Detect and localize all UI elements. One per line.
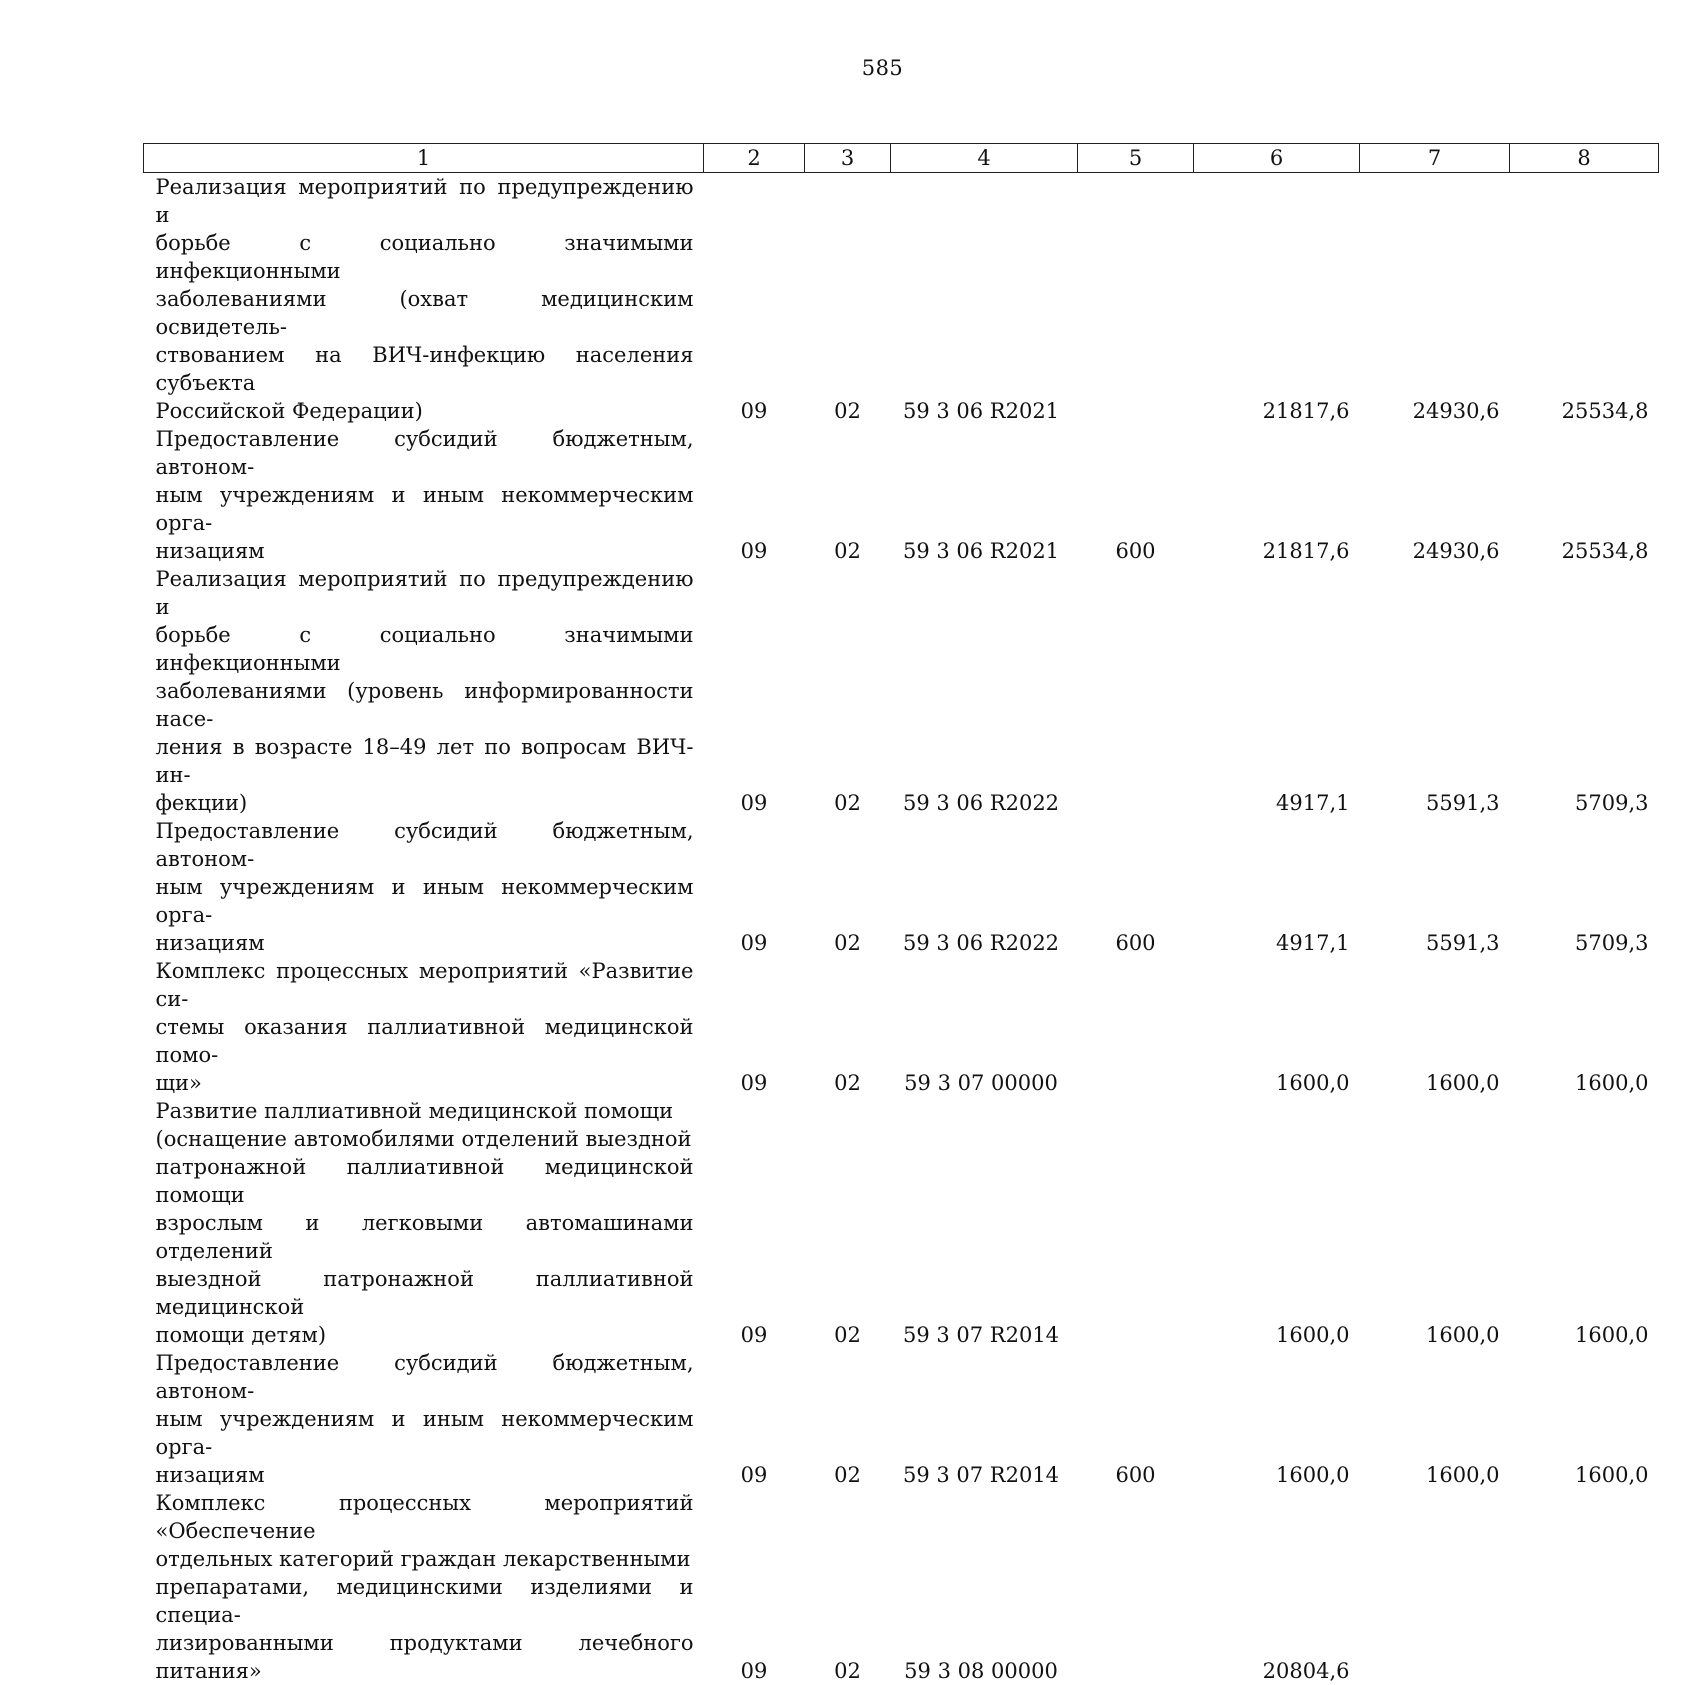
- amount-col-8: 5709,3: [1510, 565, 1659, 817]
- target-article-code: 59 3 06 R2021: [891, 173, 1078, 426]
- expense-type-code: [1078, 1489, 1194, 1685]
- row-description: [144, 817, 704, 957]
- row-description: [144, 565, 704, 817]
- description-line: помощи детям): [156, 1321, 694, 1349]
- expense-type-code: 600: [1078, 817, 1194, 957]
- expense-type-code: 600: [1078, 425, 1194, 565]
- expense-type-code: [1078, 565, 1194, 817]
- header-col-4: 4: [891, 144, 1078, 173]
- amount-col-7: [1360, 1489, 1510, 1685]
- row-description: [144, 173, 704, 426]
- header-col-8: 8: [1510, 144, 1659, 173]
- description-line: заболеваниями (уровень информированности насе-: [156, 677, 694, 733]
- row-description: [144, 1097, 704, 1349]
- description-line: Предоставление субсидий бюджетным, автоном-: [156, 425, 694, 481]
- table-row: [144, 1097, 1659, 1349]
- description-line: Комплекс процессных мероприятий «Обеспечение: [156, 1489, 694, 1545]
- amount-col-6: 21817,6: [1194, 425, 1360, 565]
- subsection-code: 02: [805, 1097, 891, 1349]
- description-line: ствованием на ВИЧ-инфекцию населения субъекта: [156, 341, 694, 397]
- amount-col-7: 1600,0: [1360, 957, 1510, 1097]
- page-number: 585: [0, 56, 1697, 80]
- target-article-code: 59 3 07 00000: [891, 957, 1078, 1097]
- table-row: [144, 1489, 1659, 1685]
- subsection-code: 02: [805, 1489, 891, 1685]
- section-code: 09: [704, 173, 805, 426]
- description-line: взрослым и легковыми автомашинами отделений: [156, 1209, 694, 1265]
- section-code: 09: [704, 1097, 805, 1349]
- description-line: фекции): [156, 789, 694, 817]
- subsection-code: 02: [805, 817, 891, 957]
- subsection-code: 02: [805, 957, 891, 1097]
- amount-col-8: 25534,8: [1510, 425, 1659, 565]
- budget-table: [143, 143, 1659, 1685]
- description-line: Реализация мероприятий по предупреждению и: [156, 565, 694, 621]
- table-row: [144, 565, 1659, 817]
- description-line: выездной патронажной паллиативной медицинской: [156, 1265, 694, 1321]
- table-body: [144, 173, 1659, 1685]
- description-line: ления в возрасте 18–49 лет по вопросам ВИЧ-ин-: [156, 733, 694, 789]
- description-line: Предоставление субсидий бюджетным, автоном-: [156, 817, 694, 873]
- description-line: патронажной паллиативной медицинской помощи: [156, 1153, 694, 1209]
- description-line: стемы оказания паллиативной медицинской помо-: [156, 1013, 694, 1069]
- description-line: борьбе с социально значимыми инфекционными: [156, 621, 694, 677]
- expense-type-code: [1078, 957, 1194, 1097]
- table-row: [144, 817, 1659, 957]
- header-col-2: 2: [704, 144, 805, 173]
- description-line: ным учреждениям и иным некоммерческим орга-: [156, 481, 694, 537]
- description-line: борьбе с социально значимыми инфекционными: [156, 229, 694, 285]
- header-col-3: 3: [805, 144, 891, 173]
- target-article-code: 59 3 07 R2014: [891, 1349, 1078, 1489]
- header-col-7: 7: [1360, 144, 1510, 173]
- description-line: Комплекс процессных мероприятий «Развитие си-: [156, 957, 694, 1013]
- amount-col-6: 4917,1: [1194, 565, 1360, 817]
- header-row: [144, 144, 1659, 173]
- description-line: заболеваниями (охват медицинским освидетель-: [156, 285, 694, 341]
- amount-col-7: 5591,3: [1360, 565, 1510, 817]
- header-col-5: 5: [1078, 144, 1194, 173]
- section-code: 09: [704, 1349, 805, 1489]
- section-code: 09: [704, 817, 805, 957]
- description-line: ным учреждениям и иным некоммерческим орга-: [156, 873, 694, 929]
- section-code: 09: [704, 565, 805, 817]
- amount-col-6: 1600,0: [1194, 1097, 1360, 1349]
- description-line: Предоставление субсидий бюджетным, автоном-: [156, 1349, 694, 1405]
- subsection-code: 02: [805, 565, 891, 817]
- target-article-code: 59 3 08 00000: [891, 1489, 1078, 1685]
- target-article-code: 59 3 07 R2014: [891, 1097, 1078, 1349]
- amount-col-7: 1600,0: [1360, 1097, 1510, 1349]
- amount-col-6: 4917,1: [1194, 817, 1360, 957]
- row-description: [144, 1349, 704, 1489]
- description-line: ным учреждениям и иным некоммерческим орга-: [156, 1405, 694, 1461]
- description-line: низациям: [156, 1461, 694, 1489]
- amount-col-8: [1510, 1489, 1659, 1685]
- subsection-code: 02: [805, 425, 891, 565]
- description-line: Реализация мероприятий по предупреждению и: [156, 173, 694, 229]
- amount-col-7: 1600,0: [1360, 1349, 1510, 1489]
- amount-col-8: 1600,0: [1510, 1349, 1659, 1489]
- table-row: [144, 425, 1659, 565]
- expense-type-code: [1078, 173, 1194, 426]
- expense-type-code: [1078, 1097, 1194, 1349]
- amount-col-8: 1600,0: [1510, 957, 1659, 1097]
- amount-col-7: 24930,6: [1360, 425, 1510, 565]
- table-row: [144, 1349, 1659, 1489]
- row-description: [144, 425, 704, 565]
- target-article-code: 59 3 06 R2021: [891, 425, 1078, 565]
- table-header: [144, 144, 1659, 173]
- row-description: [144, 957, 704, 1097]
- amount-col-6: 1600,0: [1194, 1349, 1360, 1489]
- table-row: [144, 173, 1659, 426]
- table-row: [144, 957, 1659, 1097]
- target-article-code: 59 3 06 R2022: [891, 565, 1078, 817]
- amount-col-8: 1600,0: [1510, 1097, 1659, 1349]
- description-line: отдельных категорий граждан лекарственными: [156, 1545, 694, 1573]
- header-col-6: 6: [1194, 144, 1360, 173]
- target-article-code: 59 3 06 R2022: [891, 817, 1078, 957]
- expense-type-code: 600: [1078, 1349, 1194, 1489]
- description-line: Российской Федерации): [156, 397, 694, 425]
- description-line: низациям: [156, 929, 694, 957]
- section-code: 09: [704, 425, 805, 565]
- description-line: (оснащение автомобилями отделений выездной: [156, 1125, 694, 1153]
- section-code: 09: [704, 957, 805, 1097]
- description-line: препаратами, медицинскими изделиями и специа-: [156, 1573, 694, 1629]
- description-line: щи»: [156, 1069, 694, 1097]
- amount-col-8: 5709,3: [1510, 817, 1659, 957]
- subsection-code: 02: [805, 1349, 891, 1489]
- amount-col-6: 21817,6: [1194, 173, 1360, 426]
- description-line: лизированными продуктами лечебного питания»: [156, 1629, 694, 1685]
- header-col-1: 1: [144, 144, 704, 173]
- description-line: Развитие паллиативной медицинской помощи: [156, 1097, 694, 1125]
- section-code: 09: [704, 1489, 805, 1685]
- row-description: [144, 1489, 704, 1685]
- amount-col-6: 1600,0: [1194, 957, 1360, 1097]
- amount-col-7: 24930,6: [1360, 173, 1510, 426]
- amount-col-8: 25534,8: [1510, 173, 1659, 426]
- amount-col-6: 20804,6: [1194, 1489, 1360, 1685]
- description-line: низациям: [156, 537, 694, 565]
- subsection-code: 02: [805, 173, 891, 426]
- amount-col-7: 5591,3: [1360, 817, 1510, 957]
